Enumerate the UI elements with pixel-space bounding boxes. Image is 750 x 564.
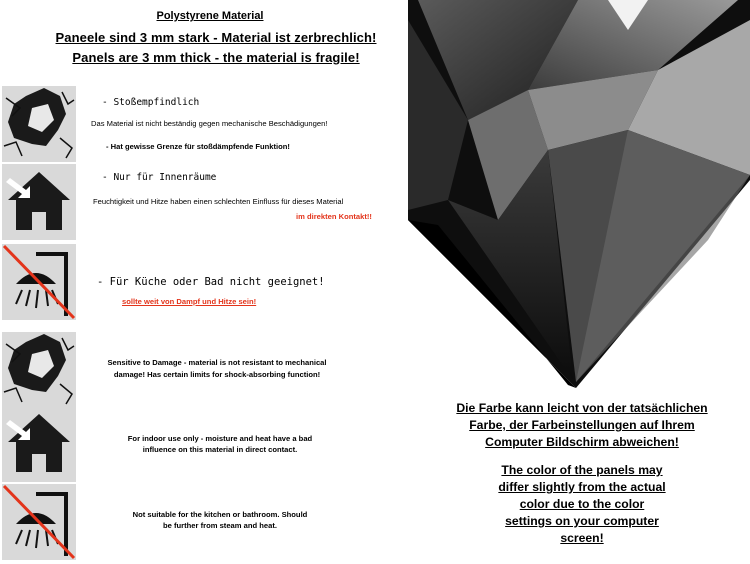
broken-wall-icon — [2, 332, 76, 408]
color-notice-de-line2: Farbe, der Farbeinstellungen auf Ihrem — [469, 418, 695, 432]
color-notice-de — [422, 400, 742, 451]
damage-line1-en: Sensitive to Damage - material is not resistant to mechanical — [107, 358, 327, 367]
fragile-warning-en: Panels are 3 mm thick - the material is fragile! — [72, 50, 360, 65]
color-notice-en-line3: color due to the color — [519, 497, 645, 511]
damage-note-de: - Hat gewisse Grenze für stoßdämpfende Funktion! — [106, 142, 290, 151]
fragile-warning-de: Paneele sind 3 mm stark - Material ist zerbrechlich! — [55, 30, 377, 45]
color-notice-en — [422, 462, 742, 547]
indoor-note-de: im direkten Kontakt!! — [296, 212, 372, 221]
color-notice-en-line1: The color of the panels may — [501, 463, 663, 477]
color-notice-en-line4: settings on your computer — [505, 514, 659, 528]
indoor-line1-en: For indoor use only - moisture and heat have a bad — [127, 434, 313, 443]
panel-photo — [408, 0, 750, 390]
material-title: Polystyrene Material — [156, 10, 264, 22]
house-indoor-icon — [2, 164, 76, 240]
indoor-text-en — [100, 433, 340, 455]
house-indoor-icon — [2, 406, 76, 482]
no-shower-icon — [2, 244, 76, 320]
indoor-text-de: Feuchtigkeit und Hitze haben einen schlechten Einfluss für dieses Material — [93, 197, 344, 206]
color-notice-en-line5: screen! — [560, 531, 604, 545]
damage-heading-de: - Stoßempfindlich — [102, 97, 200, 108]
kitchen-text-en — [100, 509, 340, 531]
damage-text-de: Das Material ist nicht beständig gegen mechanische Beschädigungen! — [91, 119, 328, 128]
kitchen-note-de: sollte weit von Dampf und Hitze sein! — [122, 297, 257, 306]
color-notice-de-line3: Computer Bildschirm abweichen! — [485, 435, 679, 449]
kitchen-line1-en: Not suitable for the kitchen or bathroom. Should — [132, 510, 308, 519]
kitchen-line2-en: be further from steam and heat. — [163, 521, 277, 530]
broken-wall-icon — [2, 86, 76, 162]
kitchen-heading-de: - Für Küche oder Bad nicht geeignet! — [97, 276, 325, 288]
no-shower-icon — [2, 484, 76, 560]
color-notice-de-line1: Die Farbe kann leicht von der tatsächlichen — [456, 401, 708, 415]
indoor-line2-en: influence on this material in direct contact. — [142, 445, 298, 454]
damage-text-en — [86, 357, 348, 381]
color-notice-en-line2: differ slightly from the actual — [498, 480, 666, 494]
damage-line2-en: damage! Has certain limits for shock-absorbing function! — [113, 370, 321, 379]
indoor-heading-de: - Nur für Innenräume — [102, 172, 217, 183]
